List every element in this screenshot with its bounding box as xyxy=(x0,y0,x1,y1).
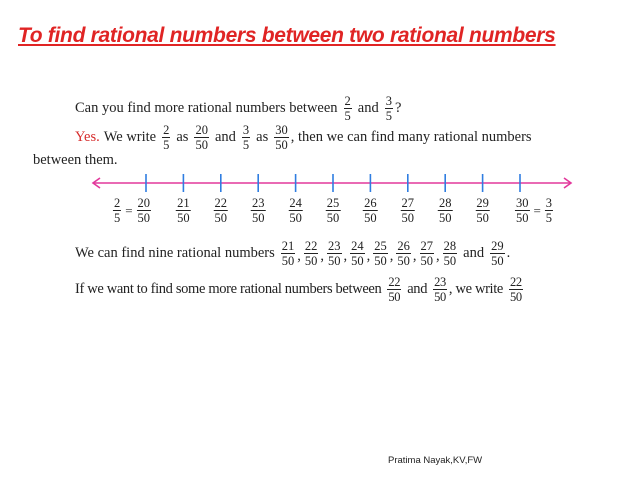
fraction: $\frac{25}{50}$ xyxy=(374,239,387,268)
fraction: $\frac{3}{5}$ xyxy=(385,94,392,123)
as-word: as xyxy=(176,129,189,145)
fraction: $\frac{22}{50}$ xyxy=(510,275,522,304)
tick-label xyxy=(361,197,380,224)
tick-label: $\frac{2}{5}$ = $\frac{20}{50}$ xyxy=(113,196,151,225)
tick-label xyxy=(212,197,231,224)
fraction: $\frac{26}{50}$ xyxy=(364,196,377,225)
rest-text: , then we can find many rational numbers xyxy=(290,129,532,145)
fraction: $\frac{20}{50}$ xyxy=(195,123,208,152)
fraction: $\frac{28}{50}$ xyxy=(438,196,452,225)
fraction: $\frac{28}{50}$ xyxy=(443,239,457,268)
yes-word: Yes. xyxy=(75,129,100,145)
fraction: $\frac{26}{50}$ xyxy=(397,239,410,268)
comma: , xyxy=(343,248,348,264)
nine-line xyxy=(75,240,510,267)
fraction: $\frac{30}{50}$ xyxy=(515,196,529,225)
fraction: $\frac{22}{50}$ xyxy=(388,275,401,304)
fraction: $\frac{25}{50}$ xyxy=(326,196,340,225)
fraction: $\frac{21}{50}$ xyxy=(281,239,295,268)
fraction: $\frac{2}{5}$ xyxy=(344,94,351,123)
and-word: and xyxy=(214,129,236,145)
yes-line xyxy=(75,124,532,151)
more-line xyxy=(75,276,525,303)
tick-label xyxy=(436,197,455,224)
comma: , xyxy=(436,248,440,264)
fraction: $\frac{23}{50}$ xyxy=(328,239,341,268)
question-line xyxy=(75,95,401,122)
nine-text: We can find nine rational numbers xyxy=(75,245,275,261)
fraction: $\frac{21}{50}$ xyxy=(177,196,190,225)
fraction: $\frac{29}{50}$ xyxy=(476,196,489,225)
we-write-text: , we write xyxy=(448,281,503,297)
fraction: $\frac{24}{50}$ xyxy=(351,239,364,268)
fraction: $\frac{20}{50}$ xyxy=(137,196,151,225)
tick-label xyxy=(249,197,268,224)
and-word: and xyxy=(407,281,428,297)
nine-fractions xyxy=(279,240,459,267)
fraction: $\frac{27}{50}$ xyxy=(420,239,434,268)
fraction: $\frac{22}{50}$ xyxy=(304,239,318,268)
as-word: as xyxy=(256,129,269,145)
tick-label xyxy=(174,197,193,224)
fraction: $\frac{22}{50}$ xyxy=(214,196,228,225)
tick-label xyxy=(286,197,305,224)
slide-title: To find rational numbers between two rational numbers xyxy=(18,24,556,47)
and-word: and xyxy=(463,245,485,261)
tick-label: $\frac{30}{50}$ = $\frac{3}{5}$ xyxy=(515,196,553,225)
tick-labels xyxy=(110,196,553,225)
fraction: $\frac{3}{5}$ xyxy=(242,123,250,152)
fraction: $\frac{29}{50}$ xyxy=(491,239,504,268)
fraction: $\frac{2}{5}$ xyxy=(113,196,121,225)
question-text: Can you find more rational numbers between xyxy=(75,100,338,116)
tick-label xyxy=(473,197,492,224)
period: . xyxy=(506,245,511,261)
between-line: between them. xyxy=(33,152,118,168)
fraction: $\frac{23}{50}$ xyxy=(251,196,265,225)
comma: , xyxy=(366,248,371,264)
tick-label xyxy=(324,197,343,224)
comma: , xyxy=(389,248,394,264)
fraction: $\frac{23}{50}$ xyxy=(434,275,446,304)
fraction: $\frac{24}{50}$ xyxy=(289,196,302,225)
comma: , xyxy=(412,248,417,264)
fraction: $\frac{30}{50}$ xyxy=(275,123,288,152)
fraction: $\frac{27}{50}$ xyxy=(401,196,415,225)
number-line xyxy=(88,172,576,198)
comma: , xyxy=(320,248,325,264)
we-write-text: We write xyxy=(103,129,157,145)
footer-credit: Pratima Nayak,KV,FW xyxy=(388,455,483,466)
comma: , xyxy=(297,248,301,264)
and-word: and xyxy=(357,100,379,116)
more-text: If we want to find some more rational numbers between xyxy=(75,281,382,297)
fraction: $\frac{3}{5}$ xyxy=(545,196,553,225)
fraction: $\frac{2}{5}$ xyxy=(163,123,170,152)
tick-label xyxy=(399,197,418,224)
question-mark: ? xyxy=(394,100,402,116)
